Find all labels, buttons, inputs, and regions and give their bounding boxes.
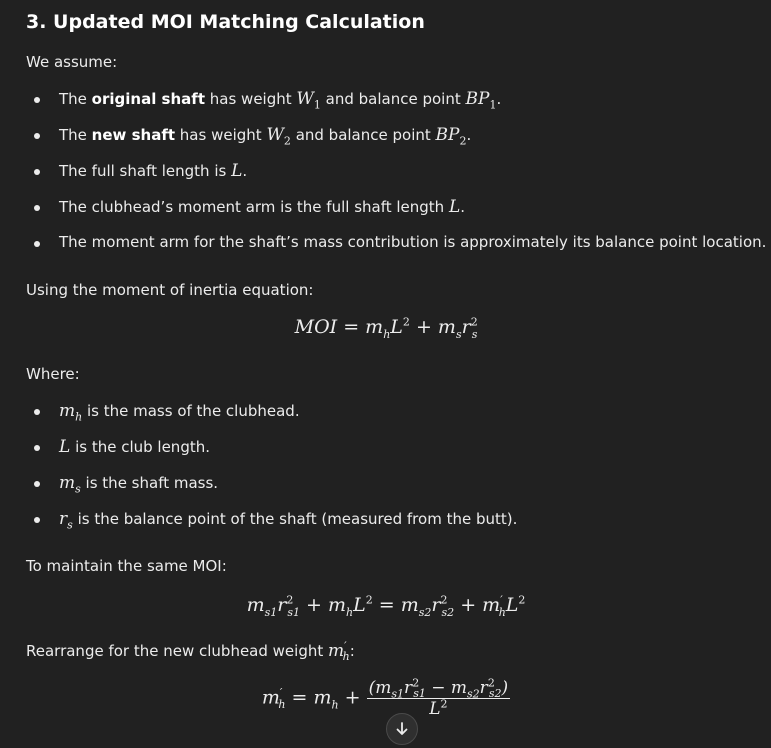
bullet bbox=[34, 409, 40, 415]
bullet bbox=[34, 205, 40, 211]
equation-solution: $m'_h = m_h$ + $\frac{(m_{s1}r^2_{s1} - m_{s2}r^2_{s2})}{L^2}$ bbox=[261, 676, 509, 719]
math-w2: $W_2$ bbox=[266, 125, 291, 148]
section-heading: 3. Updated MOI Matching Calculation bbox=[26, 11, 425, 33]
fraction: $\frac{(m_{s1}r^2_{s1} - m_{s2}r^2_{s2})}{L^2}$ bbox=[368, 676, 509, 719]
math-bp1: $BP_1$ bbox=[465, 89, 497, 112]
math-w1: $W_1$ bbox=[296, 89, 321, 112]
bullet bbox=[34, 241, 40, 247]
bullet bbox=[34, 169, 40, 175]
math-bp2: $BP_2$ bbox=[435, 125, 467, 148]
bullet bbox=[34, 481, 40, 487]
using-text: Using the moment of inertia equation: bbox=[26, 281, 314, 299]
bullet bbox=[34, 517, 40, 523]
bullet bbox=[34, 133, 40, 139]
equation-match: $m_{s1}r^2_{s1} + m_hL^2 = m_{s2}r^2_{s2} + m'_hL^2$ bbox=[246, 593, 526, 619]
scroll-to-bottom-button[interactable] bbox=[386, 713, 418, 745]
arrow-down-icon bbox=[395, 722, 409, 736]
rearrange-text: Rearrange for the new clubhead weight $m'_h$: bbox=[26, 639, 355, 664]
bullet bbox=[34, 97, 40, 103]
maintain-text: To maintain the same MOI: bbox=[26, 557, 227, 575]
intro-text: We assume: bbox=[26, 53, 118, 71]
equation-moi: MOI = $m_hL^2 + m_sr^2_s$ bbox=[294, 315, 478, 341]
where-text: Where: bbox=[26, 365, 80, 383]
bullet bbox=[34, 445, 40, 451]
